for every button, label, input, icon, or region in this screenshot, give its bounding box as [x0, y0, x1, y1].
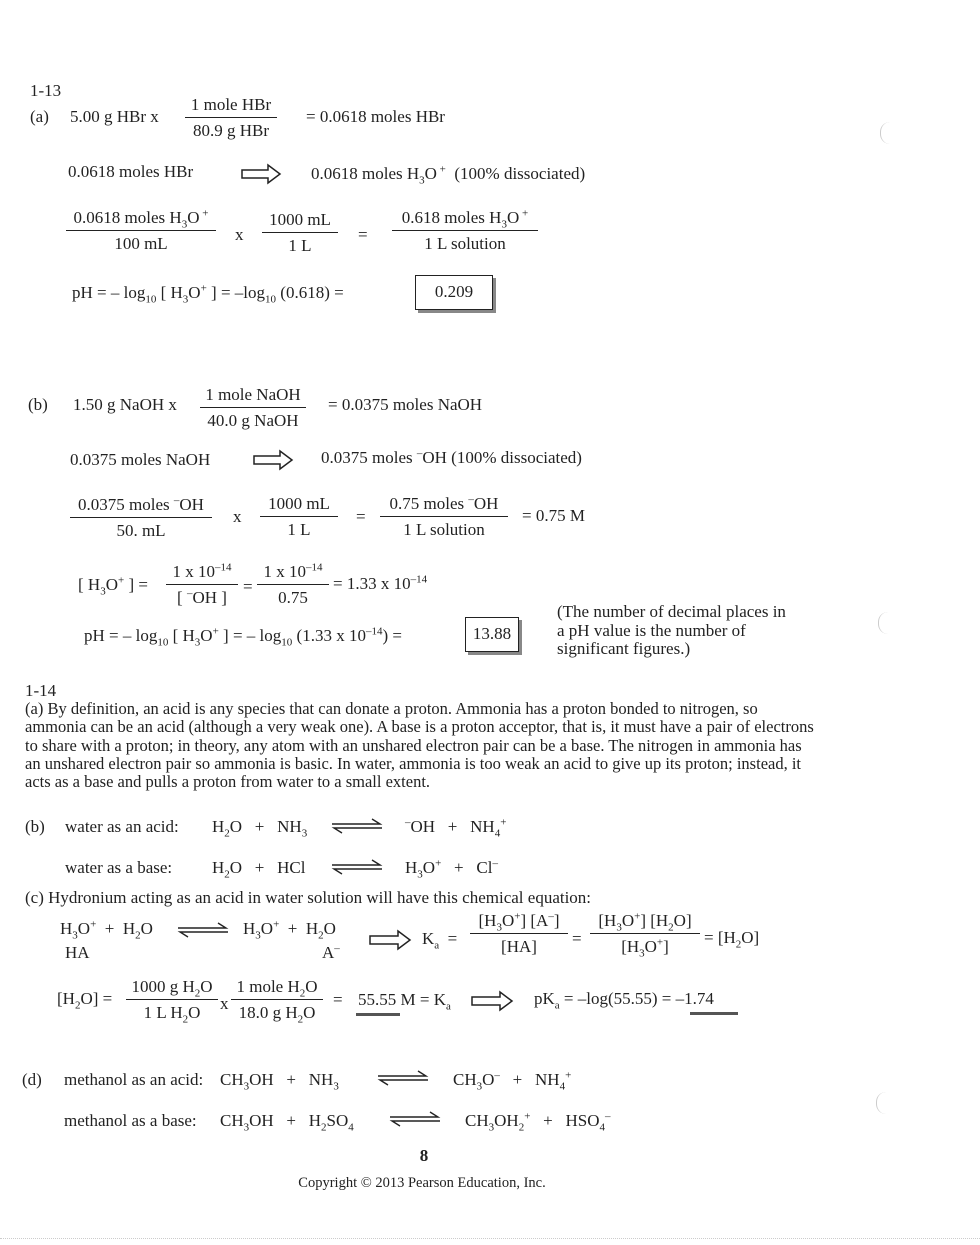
- fraction: 1000 mL 1 L: [262, 210, 338, 256]
- equation-text: HA: [65, 943, 90, 962]
- fraction: 0.0375 moles –OH 50. mL: [70, 495, 212, 541]
- reaction-arrow-icon: [252, 449, 294, 471]
- equation-text: $H_2O + NH_3$: [212, 817, 308, 840]
- equation-label: water as an acid:: [65, 817, 179, 836]
- fraction: 1000 g $H_2O$ 1 L $H_2O$: [126, 977, 218, 1023]
- scan-mark: [876, 1092, 891, 1114]
- equation-text: [ $H_3O^+$ ] =: [78, 574, 148, 598]
- fraction: $[H_3O^+]$ [A–] [HA]: [470, 911, 568, 957]
- equation-text: A–: [322, 942, 340, 962]
- equation-text: $CH_3OH_2^+ + HSO_4^-$: [465, 1110, 611, 1134]
- equilibrium-arrow-icon: [176, 922, 230, 938]
- answer-box: 0.209: [415, 275, 493, 310]
- fraction: 0.0618 moles $H_3O$ + 100 mL: [66, 208, 216, 254]
- fraction: 1 mole $H_2O$ 18.0 g $H_2O$: [231, 977, 323, 1023]
- operator: x: [233, 507, 242, 526]
- equation-text: 5.00 g HBr x: [70, 107, 159, 126]
- reaction-arrow-icon: [368, 929, 412, 951]
- part-label: (b): [28, 395, 48, 414]
- equation-text: = 0.0618 moles HBr: [306, 107, 445, 126]
- page-number: 8: [419, 1146, 429, 1165]
- equilibrium-arrow-icon: [330, 818, 384, 834]
- copyright: Copyright © 2013 Pearson Education, Inc.: [298, 1175, 546, 1191]
- equation-label: water as a base:: [65, 858, 173, 877]
- operator: x: [235, 225, 244, 244]
- fraction: 1 mole HBr 80.9 g HBr: [185, 95, 277, 141]
- operator: =: [358, 225, 368, 244]
- problem-number: 1-13: [30, 81, 62, 100]
- equation-text: 0.0375 moles NaOH: [70, 450, 211, 469]
- equation-text: $H_3O^+ + H_2O$: [60, 918, 153, 942]
- equation-text: = 1.33 x $10^{-14}$: [333, 573, 428, 593]
- scan-mark: [878, 612, 893, 634]
- equation-text: $[H_2O]$ =: [57, 989, 113, 1012]
- fraction: 1 x $10^{-14}$ [ –OH ]: [166, 562, 238, 608]
- reaction-arrow-icon: [240, 163, 282, 185]
- reaction-arrow-icon: [470, 990, 514, 1012]
- equation-text: $H_3O^+ + Cl^-$: [405, 857, 498, 881]
- part-label: (d): [22, 1070, 42, 1089]
- equation-text: pH = – $\log_{10}$ [ $H_3O^+$ ] = $-\log_{10}$ (0.618) =: [72, 282, 344, 306]
- fraction: 1 mole NaOH 40.0 g NaOH: [200, 385, 306, 431]
- equation-text: $pK_a = -\log(55.55) = -1.74$: [534, 989, 714, 1012]
- equation-text: $CH_3O^- + NH_4^+$: [453, 1069, 572, 1093]
- scan-edge: [0, 1238, 980, 1239]
- equation-text: $H_2O$ + HCl: [212, 858, 306, 881]
- part-label: (b): [25, 817, 45, 836]
- equation-text: $CH_3OH + H_2SO_4$: [220, 1111, 354, 1134]
- equation-text: $K_a$ =: [422, 929, 458, 952]
- fraction: 1 x $10^{-14}$ 0.75: [257, 562, 329, 608]
- equation-text: $^-OH + NH_4^+$: [405, 816, 507, 840]
- equation-text: 1.50 g NaOH x: [73, 395, 177, 414]
- section-text: (c) Hydronium acting as an acid in water solution will have this chemical equation:: [25, 888, 592, 907]
- paragraph: (a) By definition, an acid is any species that can donate a proton. Ammonia has a proton bonded to nitrogen, so ammonia can be an acid (although a very weak one). A base is a proton acceptor, that is, it must have a pair of electrons to share with a proton; in theory, any atom with an unshared electron pair can be a base. The nitrogen in ammonia has an unshared electron pair so ammonia is basic. In water, ammonia is too weak an acid to give up its proton; instead, it acts as a base and pulls a proton from water to a small extent.: [25, 699, 814, 792]
- equation-label: methanol as a base:: [64, 1111, 197, 1130]
- equation-text: = 0.0375 moles NaOH: [328, 395, 483, 414]
- equilibrium-arrow-icon: [330, 859, 384, 875]
- equation-label: methanol as an acid:: [64, 1070, 204, 1089]
- operator: x: [220, 994, 229, 1013]
- scan-mark: [880, 122, 895, 144]
- operator: =: [333, 990, 343, 1009]
- fraction: 0.618 moles $H_3O$ + 1 L solution: [392, 208, 538, 254]
- equilibrium-arrow-icon: [376, 1070, 430, 1086]
- equation-text: 0.0618 moles $H_3O$ + (100% dissociated): [311, 163, 586, 187]
- equation-text: $H_3O^+ + H_2O$: [243, 918, 336, 942]
- problem-number: 1-14: [25, 681, 57, 700]
- operator: =: [356, 507, 366, 526]
- fraction: 0.75 moles –OH 1 L solution: [380, 494, 508, 540]
- equation-text: = $[H_2O]$: [704, 928, 760, 951]
- note: (The number of decimal places in a pH value is the number of significant figures.): [557, 602, 786, 658]
- equation-text: = 0.75 M: [522, 506, 585, 525]
- equation-text: 0.0618 moles HBr: [68, 162, 194, 181]
- operator: =: [243, 577, 253, 596]
- equation-text: 0.0375 moles –OH (100% dissociated): [321, 447, 582, 467]
- underline: [690, 1012, 738, 1015]
- equation-text: 55.55 $M = K_a$: [358, 990, 451, 1013]
- fraction: $[H_3O^+]$ $[H_2O]$ $[H_3O^+]$: [590, 911, 700, 957]
- equilibrium-arrow-icon: [388, 1111, 442, 1127]
- answer-box: 13.88: [465, 617, 519, 652]
- part-label: (a): [30, 107, 49, 126]
- underline: [356, 1013, 400, 1016]
- fraction: 1000 mL 1 L: [260, 494, 338, 540]
- equation-text: $CH_3OH + NH_3$: [220, 1070, 339, 1093]
- operator: =: [572, 929, 582, 948]
- equation-text: pH = – $\log_{10}$ [ $H_3O^+$ ] = – $\log_{10} (1.33$ x $10^{-14}$) =: [84, 625, 402, 649]
